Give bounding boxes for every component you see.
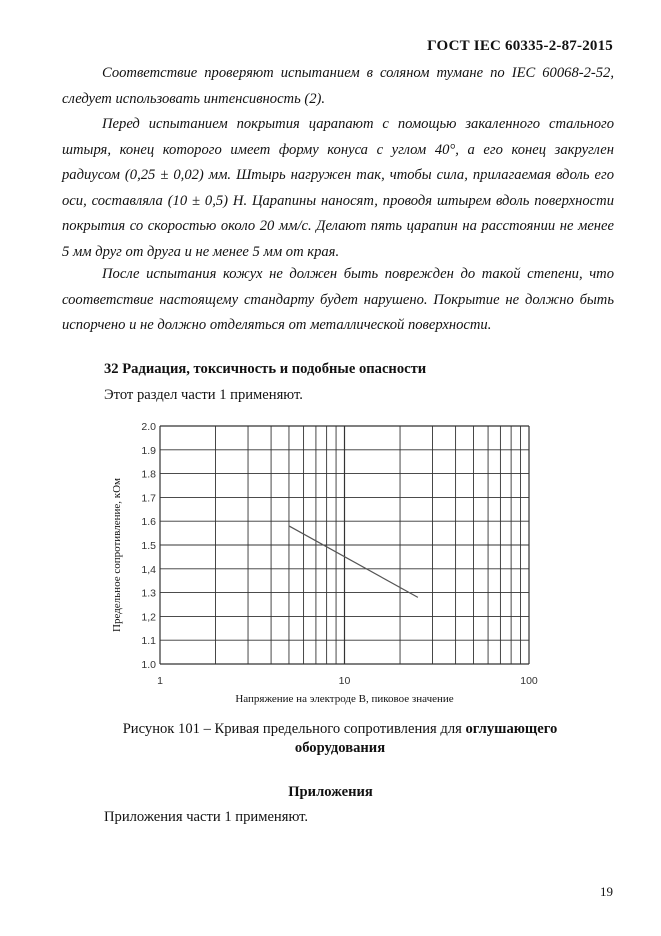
- resistance-chart: [100, 416, 560, 716]
- paragraph-text: После испытания кожух не должен быть поврежден до такой степени, что соответствие настоящему стандарту будет нарушено. Покрытие не должно быть испорчено и не должно отделяться от металлической поверхности.: [62, 266, 614, 333]
- appendix-title: Приложения: [288, 784, 373, 800]
- page-number: 19: [600, 884, 613, 899]
- appendix-text: Приложения части 1 применяют.: [104, 809, 309, 825]
- y-tick-label: 1,4: [141, 563, 156, 576]
- caption-prefix: Рисунок 101 – Кривая предельного сопротивления для: [122, 721, 466, 737]
- y-tick-label: 1.1: [141, 635, 156, 648]
- y-tick-label: 1.5: [141, 540, 156, 552]
- x-tick-label: 100: [520, 675, 538, 687]
- y-tick-label: 1.7: [141, 492, 156, 505]
- paragraph-after-test: [62, 262, 614, 339]
- y-tick-label: 1,2: [141, 611, 156, 624]
- document-header: ГОСТ IEC 60335-2-87-2015: [427, 38, 613, 54]
- x-tick-label: 1: [157, 675, 163, 687]
- x-tick-label: 10: [338, 675, 351, 687]
- paragraph-text: Перед испытанием покрытия царапают с помощью закаленного стального штыря, конец которого имеет форму конуса с углом 40°, а его конец закруглен радиусом (0,25 ± 0,02) мм. Штырь нагружен так, чтобы сила, прилагаемая вдоль его оси, составляла (10 ± 0,5) Н. Царапины наносят, проводя штырем вдоль поверхности покрытия со скоростью около 20 мм/с. Делают пять царапин на расстоянии не менее 5 мм друг от друга и не менее 5 мм от края.: [62, 116, 614, 260]
- figure-caption: [80, 720, 600, 758]
- y-tick-label: 1.8: [141, 468, 156, 481]
- caption-bold: оглушающего оборудования: [294, 721, 558, 756]
- y-axis-label: Предельное сопротивление, кОм: [111, 478, 123, 632]
- paragraph-salt-mist: [62, 61, 614, 112]
- y-tick-label: 1.6: [141, 516, 156, 529]
- section-32-text: Этот раздел части 1 применяют.: [104, 387, 303, 403]
- paragraph-scratch-test: [62, 112, 614, 265]
- paragraph-text: Соответствие проверяют испытанием в соляном тумане по IEC 60068-2-52, следует использовать интенсивность (2).: [62, 65, 614, 107]
- section-32-title: 32 Радиация, токсичность и подобные опасности: [104, 361, 427, 377]
- series-line: [289, 526, 418, 597]
- chart-svg: [100, 416, 560, 716]
- y-tick-label: 1.9: [141, 444, 156, 457]
- y-tick-label: 1.0: [141, 659, 156, 671]
- y-tick-label: 1.3: [141, 587, 156, 600]
- x-axis-label: Напряжение на электроде В, пиковое значение: [235, 693, 454, 705]
- y-tick-label: 2.0: [141, 421, 156, 433]
